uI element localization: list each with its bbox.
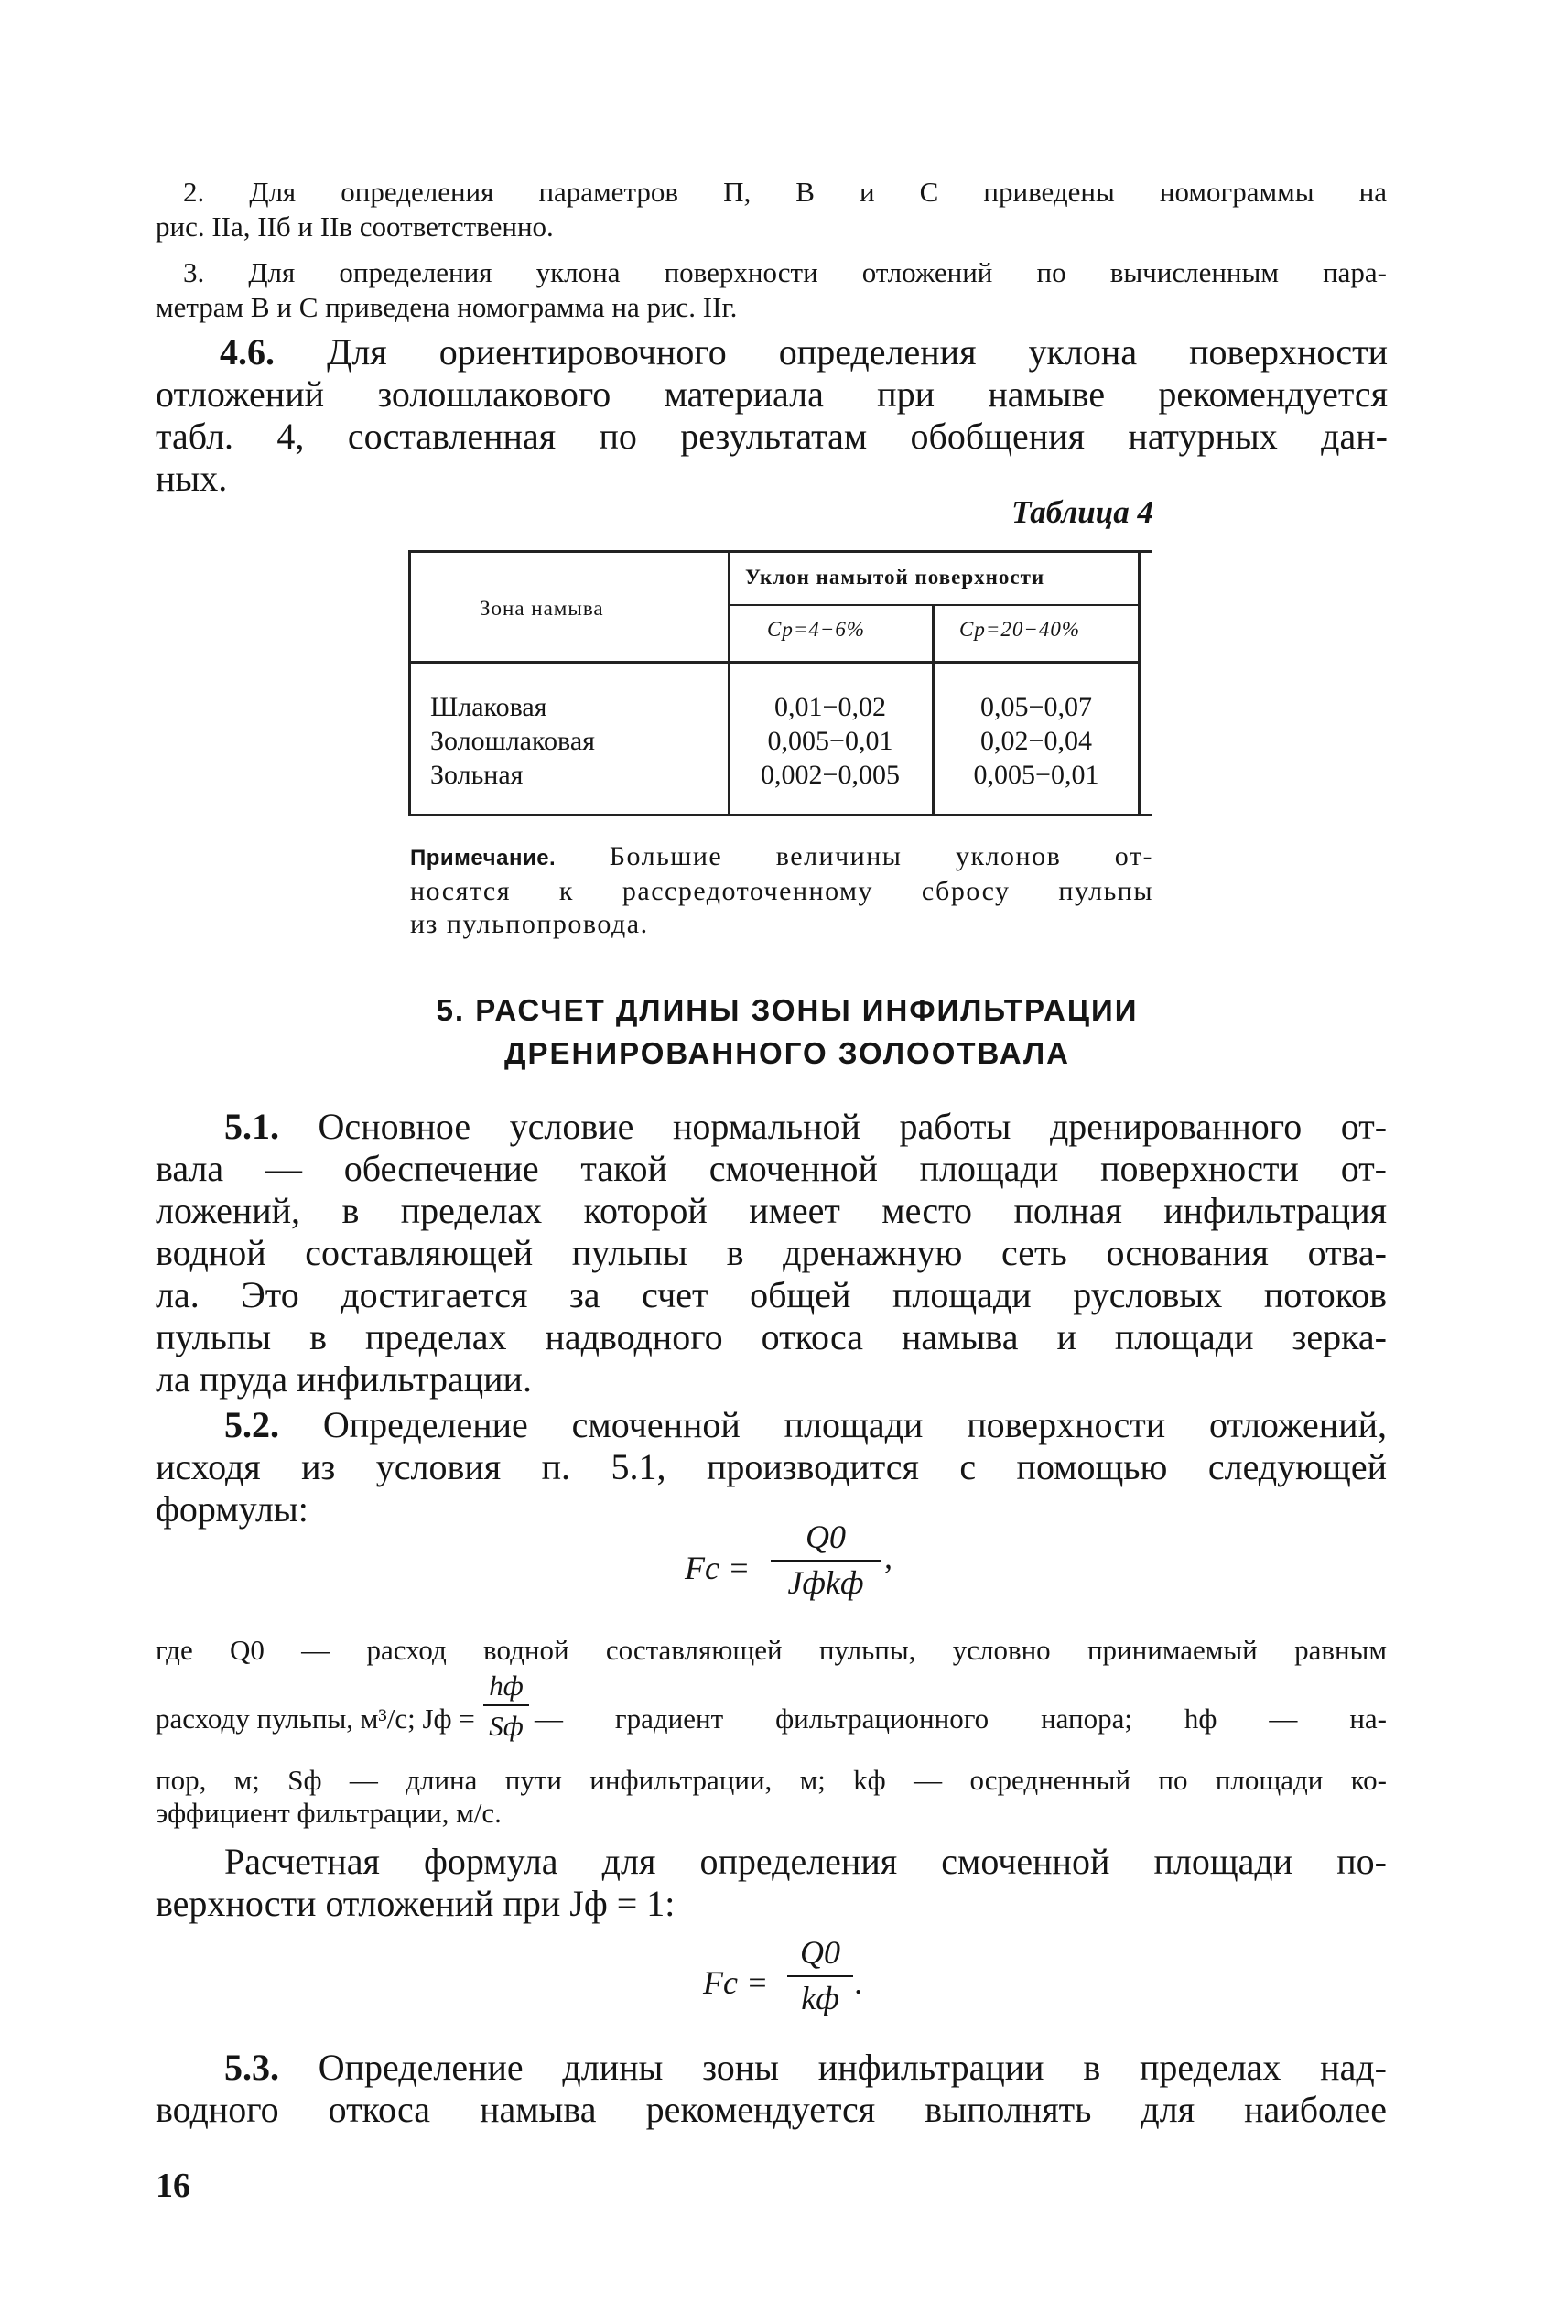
formula-2-denominator: kф [801,1980,839,2016]
table-caption: Таблица 4 [1011,494,1153,530]
formula-1-denominator: Jфkф [787,1564,864,1601]
sec-52-line-3: формулы: [156,1488,308,1530]
formula-1-tail: , [884,1539,892,1575]
where-fraction [483,1668,529,1745]
note-line-1: Примечание. Большие величины уклонов от- [410,841,1154,871]
formula-1-numerator: Q0 [806,1519,846,1555]
slope-table [408,550,1152,816]
table-c2-row-2: 0,02−0,04 [980,726,1092,756]
sec-46-number: 4.6. [220,331,275,373]
table-subheader-rule [728,604,1140,606]
sec-53-line-2: водного откоса намыва рекомендуется выполнять для наиболее [156,2089,1387,2130]
sec-51-line-5: ла. Это достигается за счет общей площади русловых потоков [156,1274,1387,1315]
sec-46-line-2: отложений золошлакового материала при намыве рекомендуется [156,373,1388,415]
sec-46-text-1: Для ориентировочного определения уклона поверхности [327,331,1388,373]
where-line-3: пор, м; Sф — длина пути инфильтрации, м; kф — осредненный по площади ко- [156,1764,1387,1796]
sec-52-number: 5.2. [224,1404,279,1445]
calc-line-2: верхности отложений при Jф = 1: [156,1883,676,1924]
table-c1-row-2: 0,005−0,01 [767,726,893,756]
table-zone-3: Зольная [430,760,524,790]
table-header-zone: Зона намыва [480,597,604,620]
formula-1-bar [771,1560,881,1562]
where-line-1: где Q0 — расход водной составляющей пульпы, условно принимаемый равным [156,1634,1387,1666]
sec-46-line-1 [220,331,1388,373]
formula-2-bar [787,1975,853,1977]
table-border-left [408,553,411,814]
formula-2 [703,1963,768,2002]
formula-2-tail: . [855,1964,863,2001]
heading-line-1: 5. РАСЧЕТ ДЛИНЫ ЗОНЫ ИНФИЛЬТРАЦИИ [436,993,1139,1027]
sec-51-line-4: водной составляющей пульпы в дренажную сеть основания отва- [156,1232,1387,1273]
section-5-heading [348,989,1227,1075]
formula-2-lhs: Fс = [703,1964,769,2001]
formula-1-fraction [771,1518,881,1602]
sec-51-line-3: ложений, в пределах которой имеет место полная инфильтрация [156,1190,1387,1231]
para-3-line-2: метрам В и С приведена номограмма на рис. IIг. [156,291,738,323]
where-line-4: эффициент фильтрации, м/с. [156,1797,502,1829]
sec-51-line-1: 5.1. Основное условие нормальной работы дренированного от- [224,1106,1388,1147]
sec-46-line-3: табл. 4, составленная по результатам обобщения натурных дан- [156,416,1388,457]
table-c1-row-3: 0,002−0,005 [761,760,900,790]
sec-52-line-1: 5.2. Определение смоченной площади поверхности отложений, [224,1404,1387,1445]
heading-line-2: ДРЕНИРОВАННОГО ЗОЛООТВАЛА [504,1036,1070,1070]
sec-51-line-7: ла пруда инфильтрации. [156,1358,532,1400]
table-c2-row-1: 0,05−0,07 [980,692,1092,722]
table-zone-1: Шлаковая [430,692,547,722]
table-header-slope: Уклон намытой поверхности [745,566,1045,589]
calc-line-1: Расчетная формула для определения смоченной площади по- [224,1841,1387,1882]
note-line-3: из пульпопровода. [410,909,649,939]
table-header-c1: Cp=4−6% [767,618,866,641]
formula-2-fraction [787,1933,853,2017]
sec-46-line-4: ных. [156,458,228,499]
para-2-line-1: 2. Для определения параметров П, В и С приведены номограммы на [183,176,1387,208]
para-2-line-2: рис. IIa, IIб и IIв соответственно. [156,211,554,243]
table-col-divider-2 [932,605,935,814]
where-fraction-num: hф [489,1670,524,1702]
para-3-line-1: 3. Для определения уклона поверхности отложений по вычисленным пара- [183,256,1387,288]
formula-1-lhs: Fс = [685,1550,751,1586]
table-c2-row-3: 0,005−0,01 [973,760,1099,790]
page-number: 16 [156,2167,190,2205]
where-fraction-den: Sф [489,1710,524,1742]
table-zone-2: Золошлаковая [430,726,595,756]
table-header-rule [408,661,1140,664]
note-line-2: носятся к рассредоточенному сбросу пульпы [410,876,1153,906]
where-line-2a: расходу пульпы, м³/с; Jф = [156,1702,475,1735]
note-label: Примечание. [410,846,557,870]
table-note [410,840,1153,941]
table-border-right [1138,553,1141,814]
sec-53-number: 5.3. [224,2047,279,2088]
table-header-c2: Cp=20−40% [959,618,1081,641]
sec-51-line-2: вала — обеспечение такой смоченной площади поверхности от- [156,1148,1387,1189]
sec-53-line-1: 5.3. Определение длины зоны инфильтрации в пределах над- [224,2047,1388,2088]
sec-52-line-2: исходя из условия п. 5.1, производится с помощью следующей [156,1446,1387,1487]
formula-2-numerator: Q0 [800,1934,840,1971]
sec-51-line-6: пульпы в пределах надводного откоса намыва и площади зерка- [156,1316,1387,1357]
sec-51-number: 5.1. [224,1106,279,1147]
where-fraction-bar [483,1704,529,1706]
table-c1-row-1: 0,01−0,02 [774,692,886,722]
where-line-2b: — градиент фильтрационного напора; hф — на- [535,1702,1387,1735]
formula-1 [685,1549,750,1587]
